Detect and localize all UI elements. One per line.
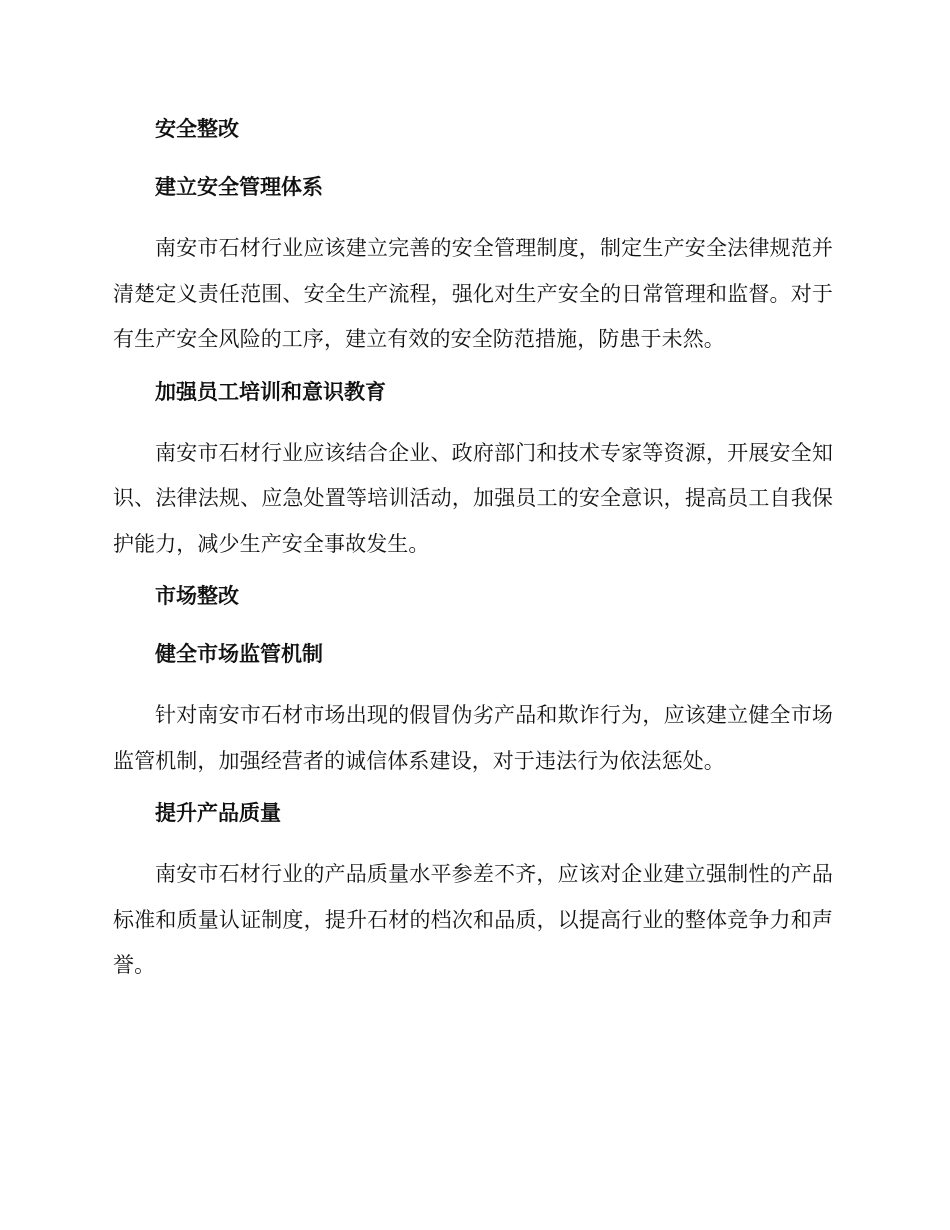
- document-page: [113, 110, 833, 999]
- section-heading-safety-rectification: 安全整改: [155, 117, 239, 141]
- subheading-employee-training: 加强员工培训和意识教育: [155, 379, 386, 404]
- paragraph-product-quality: 南安市石材行业的产品质量水平参差不齐，应该对企业建立强制性的产品标准和质量认证制度，提升石材的档次和品质，以提高行业的整体竞争力和声誉。: [113, 862, 833, 977]
- subheading-safety-management-system: 建立安全管理体系: [155, 175, 323, 199]
- subheading-product-quality: 提升产品质量: [155, 801, 281, 825]
- paragraph-market-supervision: 针对南安市石材市场出现的假冒伪劣产品和欺诈行为，应该建立健全市场监管机制，加强经营者的诚信体系建设，对于违法行为依法惩处。: [113, 703, 833, 773]
- section-heading-market-rectification: 市场整改: [155, 584, 239, 608]
- subheading-market-supervision: 健全市场监管机制: [155, 642, 323, 666]
- paragraph-safety-management-system: 南安市石材行业应该建立完善的安全管理制度，制定生产安全法律规范并清楚定义责任范围、安全生产流程，强化对生产安全的日常管理和监督。对于有生产安全风险的工序，建立有效的安全防范措施，防患于未然。: [113, 236, 833, 351]
- paragraph-employee-training: 南安市石材行业应该结合企业、政府部门和技术专家等资源，开展安全知识、法律法规、应急处置等培训活动，加强员工的安全意识，提高员工自我保护能力，减少生产安全事故发生。: [113, 440, 833, 556]
